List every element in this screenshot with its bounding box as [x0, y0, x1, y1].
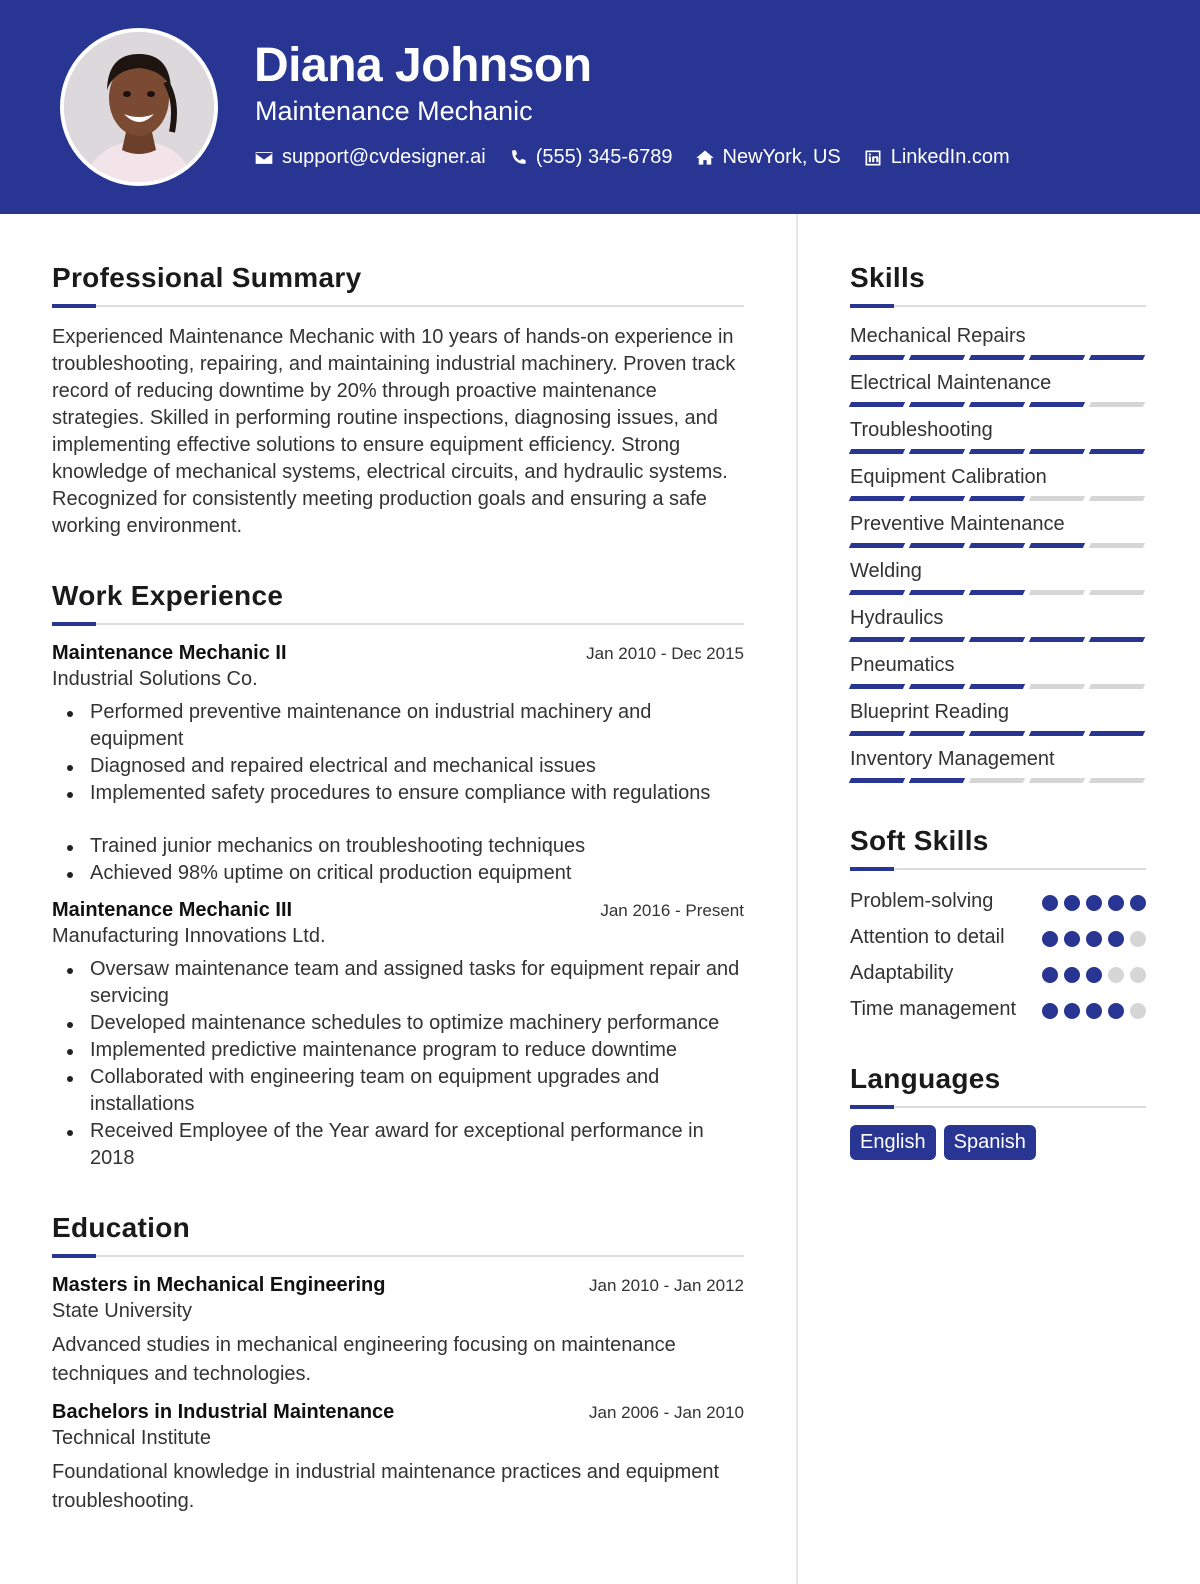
skill-level-segment [969, 731, 1025, 736]
skill-level-segment [1029, 778, 1085, 783]
side-column [850, 262, 1146, 1160]
contact-linkedin[interactable] [863, 146, 1010, 169]
skill-level-segment [969, 637, 1025, 642]
rating-dot [1064, 1003, 1080, 1019]
education-description: Foundational knowledge in industrial maintenance practices and equipment troubleshooting. [52, 1461, 720, 1512]
education-heading: Education [52, 1212, 191, 1243]
contact-email[interactable] [254, 146, 486, 169]
soft-skill-rating [1042, 895, 1146, 911]
education-section [52, 1212, 744, 1516]
skill-item [850, 418, 1146, 454]
skill-level-segment [1029, 637, 1085, 642]
skill-item [850, 606, 1146, 642]
skill-level-segment [909, 543, 965, 548]
skill-level-segment [909, 449, 965, 454]
contact-row [254, 146, 1010, 169]
rating-dot [1064, 931, 1080, 947]
skill-level-segment [909, 637, 965, 642]
skills-section [850, 262, 1146, 783]
list-item: Implemented predictive maintenance program to reduce downtime [52, 1037, 744, 1064]
skill-level-bar [850, 449, 1146, 454]
experience-section [52, 580, 744, 1172]
section-rule [52, 622, 744, 626]
rating-dot [1086, 895, 1102, 911]
soft-skill-item [850, 995, 1146, 1023]
skill-name: Troubleshooting [850, 419, 993, 441]
section-rule [52, 304, 744, 308]
skill-level-segment [969, 684, 1025, 689]
languages-section [850, 1063, 1146, 1160]
skill-name: Preventive Maintenance [850, 513, 1065, 535]
contact-location-text: NewYork, US [722, 146, 841, 168]
rating-dot [1130, 895, 1146, 911]
summary-section [52, 262, 744, 540]
contact-linkedin-text: LinkedIn.com [890, 146, 1010, 168]
candidate-name: Diana Johnson [254, 39, 592, 92]
home-icon [695, 148, 715, 168]
skill-level-segment [849, 355, 905, 360]
rating-dot [1042, 967, 1058, 983]
summary-heading: Professional Summary [52, 262, 362, 293]
skill-level-bar [850, 684, 1146, 689]
skill-level-segment [909, 355, 965, 360]
skill-level-segment [1089, 778, 1145, 783]
job-entry [52, 642, 744, 887]
list-item: Achieved 98% uptime on critical production equipment [52, 860, 744, 887]
skill-level-segment [1089, 684, 1145, 689]
list-item: Trained junior mechanics on troubleshooting techniques [52, 833, 744, 860]
skill-level-segment [1089, 543, 1145, 548]
skill-level-segment [909, 590, 965, 595]
column-divider [796, 214, 798, 1584]
job-bullets [52, 699, 744, 887]
skill-level-bar [850, 355, 1146, 360]
skill-level-segment [849, 637, 905, 642]
rating-dot [1130, 967, 1146, 983]
skill-level-segment [849, 543, 905, 548]
list-item: Collaborated with engineering team on equipment upgrades and installations [52, 1064, 744, 1118]
job-bullets [52, 956, 744, 1172]
rating-dot [1130, 931, 1146, 947]
job-company: Manufacturing Innovations Ltd. [52, 925, 326, 947]
soft-skill-name: Problem-solving [850, 890, 994, 912]
skill-level-segment [849, 449, 905, 454]
rating-dot [1064, 895, 1080, 911]
skills-list [850, 324, 1146, 783]
skill-level-segment [1089, 590, 1145, 595]
skill-level-segment [1089, 449, 1145, 454]
degree-title: Masters in Mechanical Engineering [52, 1274, 386, 1296]
languages-heading: Languages [850, 1063, 1001, 1094]
skill-level-bar [850, 637, 1146, 642]
skill-level-segment [1029, 402, 1085, 407]
soft-skill-rating [1042, 967, 1146, 983]
skill-level-segment [849, 778, 905, 783]
skill-name: Mechanical Repairs [850, 325, 1026, 347]
soft-skills-heading: Soft Skills [850, 825, 989, 856]
skill-name: Equipment Calibration [850, 466, 1047, 488]
language-tag: English [850, 1125, 936, 1160]
skill-item [850, 512, 1146, 548]
rating-dot [1042, 931, 1058, 947]
section-rule [850, 1105, 1146, 1109]
contact-email-text: support@cvdesigner.ai [282, 146, 486, 168]
list-item: Diagnosed and repaired electrical and mechanical issues [52, 753, 744, 780]
skill-level-bar [850, 778, 1146, 783]
job-company: Industrial Solutions Co. [52, 668, 258, 690]
skill-item [850, 371, 1146, 407]
job-date: Jan 2010 - Dec 2015 [586, 644, 744, 663]
languages-list [850, 1125, 1146, 1160]
soft-skill-rating [1042, 931, 1146, 947]
skill-level-segment [1089, 637, 1145, 642]
skill-name: Hydraulics [850, 607, 944, 629]
skills-heading: Skills [850, 262, 925, 293]
soft-skill-rating [1042, 1003, 1146, 1019]
skill-level-segment [1089, 402, 1145, 407]
skill-level-segment [969, 449, 1025, 454]
skill-level-segment [849, 590, 905, 595]
skill-level-segment [1089, 355, 1145, 360]
skill-name: Electrical Maintenance [850, 372, 1052, 394]
skill-level-segment [969, 402, 1025, 407]
skill-name: Blueprint Reading [850, 701, 1009, 723]
rating-dot [1108, 895, 1124, 911]
contact-location [695, 146, 841, 169]
candidate-title: Maintenance Mechanic [255, 96, 533, 126]
resume-header [0, 0, 1200, 214]
skill-level-bar [850, 496, 1146, 501]
education-date: Jan 2010 - Jan 2012 [588, 1276, 744, 1295]
main-column [52, 262, 744, 1528]
profile-photo [60, 28, 218, 186]
skill-item [850, 747, 1146, 783]
skill-level-segment [1089, 731, 1145, 736]
soft-skill-name: Attention to detail [850, 926, 1005, 948]
skill-level-segment [1029, 684, 1085, 689]
list-item: Received Employee of the Year award for exceptional performance in 2018 [52, 1118, 744, 1172]
soft-skill-name: Time management [850, 998, 1016, 1020]
contact-phone-text: (555) 345-6789 [535, 146, 673, 168]
skill-level-segment [1029, 355, 1085, 360]
soft-skill-item [850, 923, 1146, 951]
section-rule [850, 304, 1146, 308]
skill-level-segment [1029, 590, 1085, 595]
summary-text: Experienced Maintenance Mechanic with 10 years of hands-on experience in troubleshooting, repairing, and maintaining industrial machinery. Proven track record of reducing downtime by 20% through proactive maintenance strategies. Skilled in performing routine inspections, diagnosing issues, and implementing effective solutions to ensure equipment efficiency. Strong knowledge of mechanical systems, electrical circuits, and hydraulic systems. Recognized for consistently meeting production goals and ensuring a safe working environment. [52, 326, 736, 537]
skill-item [850, 700, 1146, 736]
skill-item [850, 653, 1146, 689]
section-rule [52, 1254, 744, 1258]
soft-skill-item [850, 959, 1146, 987]
rating-dot [1042, 1003, 1058, 1019]
language-tag: Spanish [944, 1125, 1036, 1160]
rating-dot [1108, 1003, 1124, 1019]
skill-level-segment [969, 355, 1025, 360]
skill-level-segment [969, 778, 1025, 783]
skill-level-segment [849, 496, 905, 501]
skill-level-segment [1029, 731, 1085, 736]
skill-item [850, 324, 1146, 360]
section-rule [850, 867, 1146, 871]
education-entry [52, 1274, 744, 1389]
skill-level-segment [909, 778, 965, 783]
school-name: Technical Institute [52, 1427, 211, 1449]
rating-dot [1064, 967, 1080, 983]
skill-name: Inventory Management [850, 748, 1055, 770]
education-description: Advanced studies in mechanical engineering focusing on maintenance techniques and technologies. [52, 1334, 676, 1385]
contact-phone[interactable] [508, 146, 673, 169]
education-entry [52, 1401, 744, 1516]
rating-dot [1130, 1003, 1146, 1019]
skill-level-bar [850, 590, 1146, 595]
avatar-illustration [64, 32, 214, 182]
job-title: Maintenance Mechanic III [52, 899, 293, 921]
skill-level-bar [850, 731, 1146, 736]
soft-skills-list [850, 887, 1146, 1023]
skill-level-segment [1029, 543, 1085, 548]
phone-icon [508, 148, 528, 168]
skill-level-segment [849, 402, 905, 407]
job-date: Jan 2016 - Present [600, 901, 744, 920]
skill-item [850, 559, 1146, 595]
skill-level-segment [1089, 496, 1145, 501]
skill-level-segment [909, 496, 965, 501]
skill-level-segment [969, 543, 1025, 548]
skill-name: Welding [850, 560, 922, 582]
skill-level-segment [1029, 449, 1085, 454]
job-entry [52, 899, 744, 1172]
rating-dot [1086, 967, 1102, 983]
skill-level-bar [850, 402, 1146, 407]
rating-dot [1108, 931, 1124, 947]
experience-heading: Work Experience [52, 580, 284, 611]
skill-level-segment [849, 684, 905, 689]
skill-name: Pneumatics [850, 654, 955, 676]
skill-item [850, 465, 1146, 501]
job-title: Maintenance Mechanic II [52, 642, 287, 664]
list-item: Performed preventive maintenance on industrial machinery and equipment [52, 699, 744, 753]
degree-title: Bachelors in Industrial Maintenance [52, 1401, 395, 1423]
rating-dot [1108, 967, 1124, 983]
soft-skill-item [850, 887, 1146, 915]
rating-dot [1086, 1003, 1102, 1019]
skill-level-segment [969, 590, 1025, 595]
soft-skills-section [850, 825, 1146, 1023]
skill-level-segment [909, 731, 965, 736]
skill-level-segment [1029, 496, 1085, 501]
skill-level-bar [850, 543, 1146, 548]
skill-level-segment [909, 402, 965, 407]
education-date: Jan 2006 - Jan 2010 [588, 1403, 744, 1422]
school-name: State University [52, 1300, 193, 1322]
list-item: Developed maintenance schedules to optimize machinery performance [52, 1010, 744, 1037]
skill-level-segment [849, 731, 905, 736]
skill-level-segment [969, 496, 1025, 501]
list-item: Implemented safety procedures to ensure compliance with regulations [52, 780, 744, 807]
envelope-icon [254, 148, 274, 168]
linkedin-icon [863, 148, 883, 168]
rating-dot [1042, 895, 1058, 911]
soft-skill-name: Adaptability [850, 962, 954, 984]
rating-dot [1086, 931, 1102, 947]
list-item: Oversaw maintenance team and assigned tasks for equipment repair and servicing [52, 956, 744, 1010]
skill-level-segment [909, 684, 965, 689]
